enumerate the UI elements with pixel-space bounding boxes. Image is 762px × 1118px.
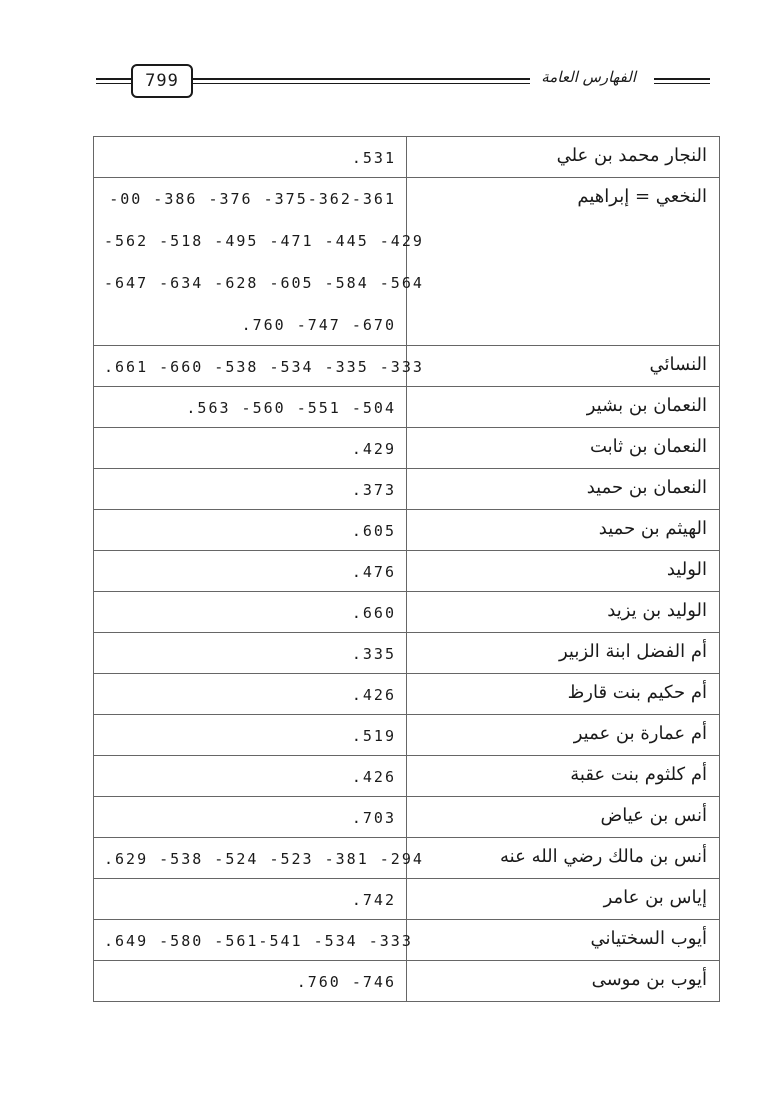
- index-row: [94, 961, 720, 1002]
- entry-name: النجار محمد بن علي: [407, 137, 720, 178]
- index-row: [94, 178, 720, 346]
- page-refs-line: .703: [351, 809, 396, 827]
- entry-name: أم عمارة بن عمير: [407, 715, 720, 756]
- page-refs-line: .760 -747 -670: [241, 316, 396, 334]
- entry-name: أيوب بن موسى: [407, 961, 720, 1002]
- entry-pages: [94, 797, 407, 838]
- index-row: [94, 633, 720, 674]
- entry-name: أنس بن عياض: [407, 797, 720, 838]
- entry-name: النعمان بن ثابت: [407, 428, 720, 469]
- index-row: [94, 797, 720, 838]
- entry-name: الهيثم بن حميد: [407, 510, 720, 551]
- header-rule-left-2: [96, 83, 132, 84]
- index-row: [94, 920, 720, 961]
- entry-pages: [94, 387, 407, 428]
- entry-name: إياس بن عامر: [407, 879, 720, 920]
- entry-name: النعمان بن حميد: [407, 469, 720, 510]
- page-refs-line: .476: [351, 563, 396, 581]
- entry-name: أيوب السختياني: [407, 920, 720, 961]
- entry-pages: [94, 510, 407, 551]
- page-refs-line: .742: [351, 891, 396, 909]
- page-header: [0, 0, 762, 110]
- entry-name: النعمان بن بشير: [407, 387, 720, 428]
- entry-pages: [94, 346, 424, 387]
- page-refs-line: .426: [351, 768, 396, 786]
- header-rule-mid-2: [192, 83, 530, 84]
- header-rule-mid-1: [192, 78, 530, 80]
- page-refs-line: .660: [351, 604, 396, 622]
- page-refs-line: .563 -560 -551 -504: [186, 399, 396, 417]
- entry-name: الوليد بن يزيد: [407, 592, 720, 633]
- page-refs-line: -647 -634 -628 -605 -584 -564: [104, 274, 424, 292]
- page-refs-line: .605: [351, 522, 396, 540]
- page-refs-line: .649 -580 -561-541 -534 -333: [104, 932, 413, 950]
- index-row: [94, 756, 720, 797]
- page-refs-line: .429: [351, 440, 396, 458]
- page-refs-line: .373: [351, 481, 396, 499]
- index-row: [94, 510, 720, 551]
- index-row: [94, 715, 720, 756]
- entry-pages: [94, 592, 407, 633]
- entry-name: النخعي = إبراهيم: [407, 178, 720, 346]
- entry-pages: [94, 879, 407, 920]
- index-row: [94, 674, 720, 715]
- entry-pages: [94, 756, 407, 797]
- index-row: [94, 137, 720, 178]
- page-refs-line: -00 -386 -376 -375-362-361: [109, 190, 396, 208]
- entry-name: النسائي: [407, 346, 720, 387]
- index-table: [93, 136, 720, 1002]
- entry-pages: [94, 961, 407, 1002]
- entry-pages: [94, 428, 407, 469]
- entry-name: أم الفضل ابنة الزبير: [407, 633, 720, 674]
- index-row: [94, 428, 720, 469]
- header-rule-left-1: [96, 78, 132, 80]
- entry-pages: [94, 838, 424, 879]
- index-row: [94, 551, 720, 592]
- entry-pages: [94, 178, 424, 346]
- entry-name: أم كلثوم بنت عقبة: [407, 756, 720, 797]
- entry-pages: [94, 633, 407, 674]
- page-refs-line: -562 -518 -495 -471 -445 -429: [104, 232, 424, 250]
- page-refs-line: .629 -538 -524 -523 -381 -294: [104, 850, 424, 868]
- entry-name: الوليد: [407, 551, 720, 592]
- entry-name: أم حكيم بنت قارظ: [407, 674, 720, 715]
- running-title: الفهارس العامة: [541, 68, 636, 86]
- page-refs-line: .519: [351, 727, 396, 745]
- index-row: [94, 469, 720, 510]
- page-refs-line: .531: [351, 149, 396, 167]
- index-row: [94, 592, 720, 633]
- page-refs-line: .426: [351, 686, 396, 704]
- entry-pages: [94, 715, 407, 756]
- page-refs-line: .661 -660 -538 -534 -335 -333: [104, 358, 424, 376]
- entry-pages: [94, 469, 407, 510]
- index-row: [94, 346, 720, 387]
- entry-pages: [94, 137, 407, 178]
- header-rule-right-2: [654, 83, 710, 84]
- entry-pages: [94, 551, 407, 592]
- index-row: [94, 387, 720, 428]
- page-refs-line: .335: [351, 645, 396, 663]
- header-rule-right-1: [654, 78, 710, 80]
- index-row: [94, 838, 720, 879]
- entry-pages: [94, 920, 413, 961]
- page-number: 799: [131, 64, 193, 98]
- page-refs-line: .760 -746: [296, 973, 396, 991]
- index-row: [94, 879, 720, 920]
- entry-pages: [94, 674, 407, 715]
- entry-name: أنس بن مالك رضي الله عنه: [407, 838, 720, 879]
